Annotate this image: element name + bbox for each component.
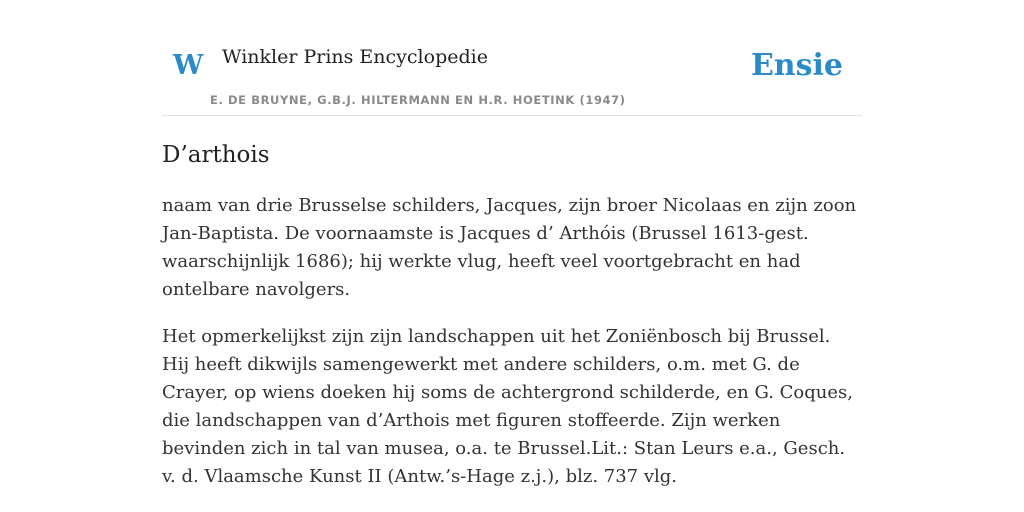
entry-paragraph: naam van drie Brusselse schilders, Jacques, zijn broer Nicolaas en zijn zoon Jan-Baptista. De voornaamste is Jacques d’ Arthóis (Brussel 1613-gest. waarschijnlijk 1686); hij werkte vlug, heeft veel voortgebracht en had ontelbare navolgers. [162, 195, 857, 300]
entry-title: D’arthois [162, 142, 270, 168]
ensie-logo-link[interactable]: Ensie [750, 48, 843, 83]
page-container [162, 0, 862, 491]
entry-paragraph: Het opmerkelijkst zijn zijn landschappen uit het Zoniënbosch bij Brussel. Hij heeft dikwijls samengewerkt met andere schilders, o.m. met G. de Crayer, op wiens doeken hij soms de achtergrond schilderde, en G. Coques, die landschappen van d’Arthois met figuren stoffeerde. Zijn werken bevinden zich in tal van musea, o.a. te Brussel.Lit.: Stan Leurs e.a., Gesch. v. d. Vlaamsche Kunst II (Antw.’s-Hage z.j.), blz. 737 vlg. [162, 326, 853, 487]
source-header [162, 0, 862, 116]
encyclopedia-logo[interactable]: W [173, 50, 204, 81]
entry-content [162, 140, 862, 491]
book-title[interactable]: Winkler Prins Encyclopedie [222, 46, 488, 68]
book-authors: E. DE BRUYNE, G.B.J. HILTERMANN EN H.R. HOETINK (1947) [210, 93, 626, 107]
